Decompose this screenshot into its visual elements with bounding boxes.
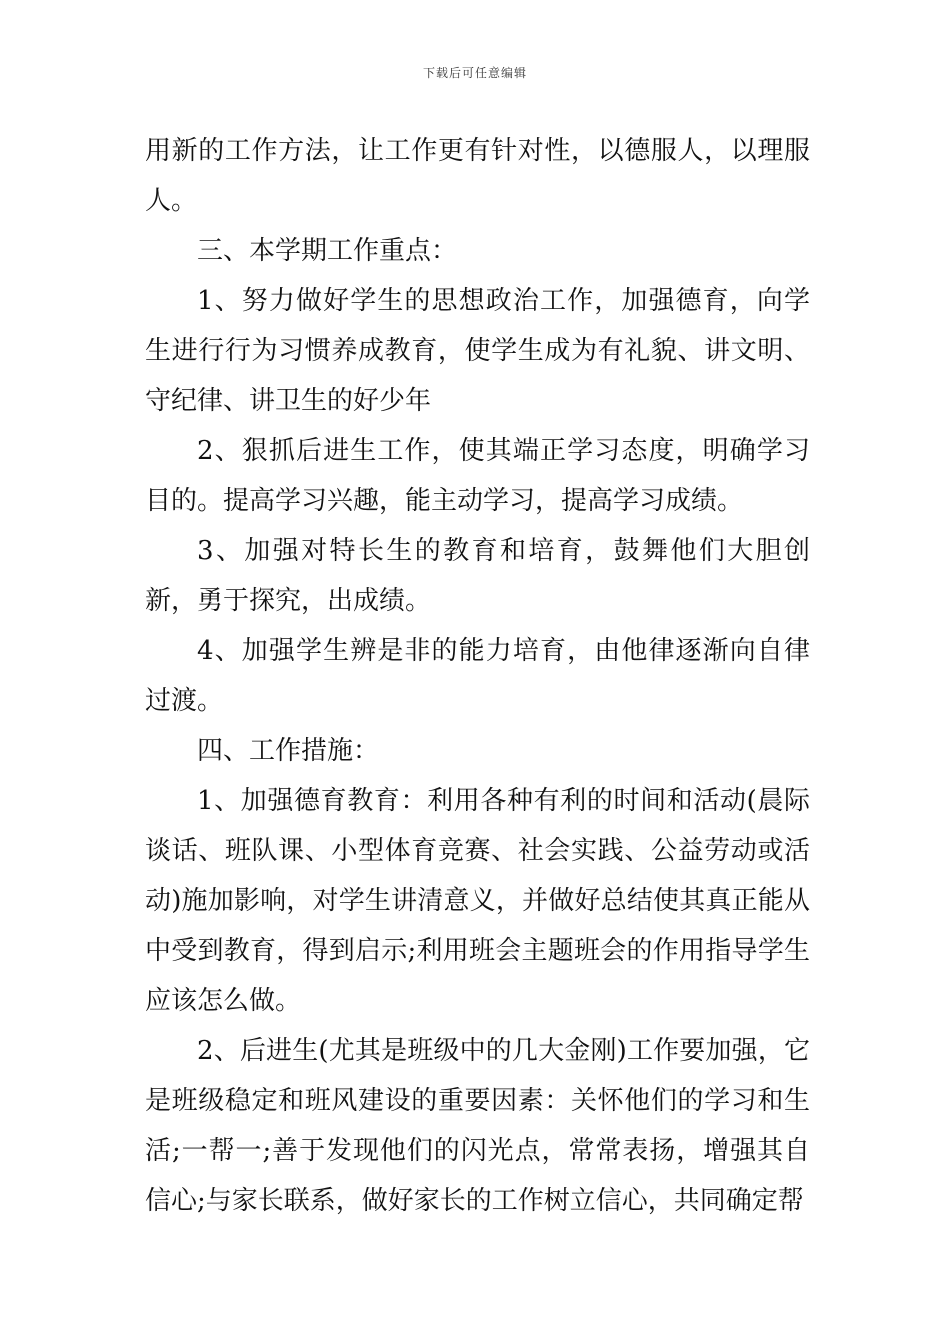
paragraph-measure-2: 2、后进生(尤其是班级中的几大金刚)工作要加强，它是班级稳定和班风建设的重要因素：关怀他们的学习和生活;一帮一;善于发现他们的闪光点，常常表扬，增强其自信心;与家长联系，做好家长的工作树立信心，共同确定帮 xyxy=(145,1036,810,1216)
paragraph-key-work-1: 1、努力做好学生的思想政治工作，加强德育，向学生进行行为习惯养成教育，使学生成为有礼貌、讲文明、守纪律、讲卫生的好少年 xyxy=(145,286,810,416)
page-header-note: 下载后可任意编辑 xyxy=(422,66,527,80)
section-heading-measures: 四、工作措施： xyxy=(197,736,380,766)
paragraph-continuation: 用新的工作方法，让工作更有针对性，以德服人，以理服人。 xyxy=(145,136,810,216)
document-body xyxy=(145,126,810,1226)
paragraph-key-work-4: 4、加强学生辨是非的能力培育，由他律逐渐向自律过渡。 xyxy=(145,636,810,716)
section-heading-key-work: 三、本学期工作重点： xyxy=(197,236,458,266)
paragraph-measure-1: 1、加强德育教育：利用各种有利的时间和活动(晨际谈话、班队课、小型体育竞赛、社会实践、公益劳动或活动)施加影响，对学生讲清意义，并做好总结使其真正能从中受到教育，得到启示;利用班会主题班会的作用指导学生应该怎么做。 xyxy=(145,786,810,1016)
paragraph-key-work-3: 3、加强对特长生的教育和培育，鼓舞他们大胆创新，勇于探究，出成绩。 xyxy=(145,536,810,616)
paragraph-key-work-2: 2、狠抓后进生工作，使其端正学习态度，明确学习目的。提高学习兴趣，能主动学习，提高学习成绩。 xyxy=(145,436,810,516)
